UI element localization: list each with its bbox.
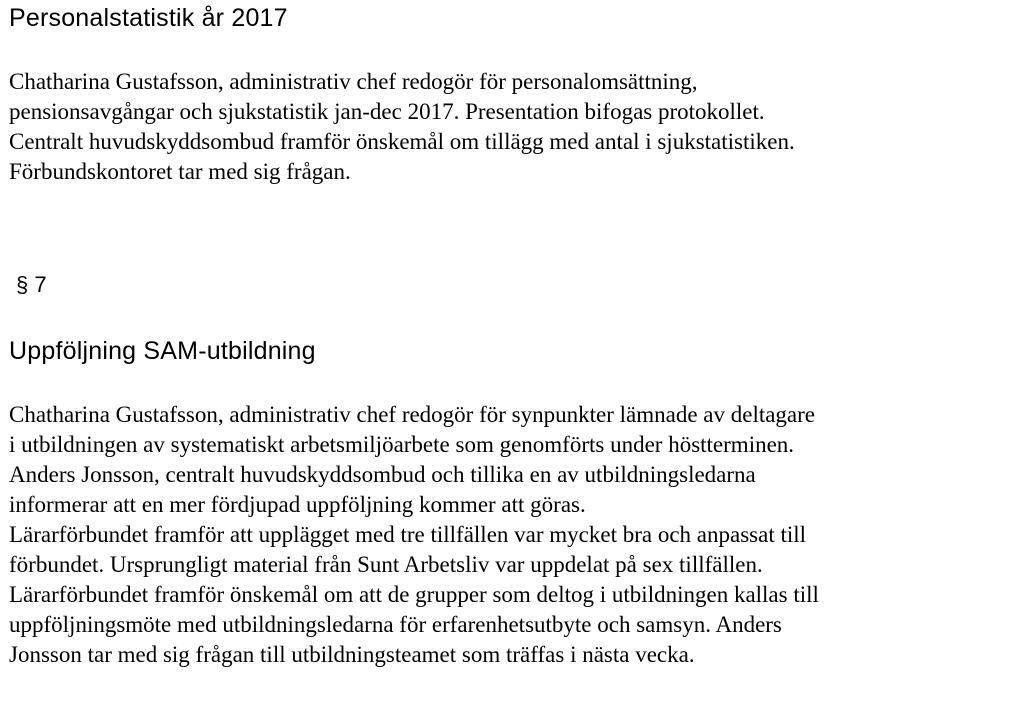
section-heading-sam-utbildning: Uppföljning SAM-utbildning	[9, 337, 316, 365]
paragraph-line: förbundet. Ursprungligt material från Sunt Arbetsliv var uppdelat på sex tillfällen.	[9, 552, 763, 577]
paragraph-personalstatistik	[9, 67, 795, 187]
paragraph-line: Chatharina Gustafsson, administrativ chef redogör för synpunkter lämnade av deltagare	[9, 402, 816, 427]
paragraph-sam-utbildning	[9, 400, 819, 670]
paragraph-line: Förbundskontoret tar med sig frågan.	[9, 159, 351, 184]
paragraph-line: Centralt huvudskyddsombud framför önskemål om tillägg med antal i sjukstatistiken.	[9, 129, 795, 154]
section-number: § 7	[16, 272, 47, 297]
paragraph-line: Lärarförbundet framför att upplägget med tre tillfällen var mycket bra och anpassat till	[9, 522, 807, 547]
paragraph-line: i utbildningen av systematiskt arbetsmiljöarbete som genomförts under höstterminen.	[9, 432, 795, 457]
paragraph-line: pensionsavgångar och sjukstatistik jan-dec 2017. Presentation bifogas protokollet.	[9, 99, 765, 124]
paragraph-line: informerar att en mer fördjupad uppföljning kommer att göras.	[9, 492, 586, 517]
paragraph-line: Chatharina Gustafsson, administrativ chef redogör för personalomsättning,	[9, 69, 698, 94]
section-heading-personalstatistik: Personalstatistik år 2017	[9, 4, 288, 32]
paragraph-line: Lärarförbundet framför önskemål om att de grupper som deltog i utbildningen kallas till	[9, 582, 819, 607]
paragraph-line: Jonsson tar med sig frågan till utbildningsteamet som träffas i nästa vecka.	[9, 642, 695, 667]
paragraph-line: uppföljningsmöte med utbildningsledarna för erfarenhetsutbyte och samsyn. Anders	[9, 612, 782, 637]
paragraph-line: Anders Jonsson, centralt huvudskyddsombud och tillika en av utbildningsledarna	[9, 462, 756, 487]
